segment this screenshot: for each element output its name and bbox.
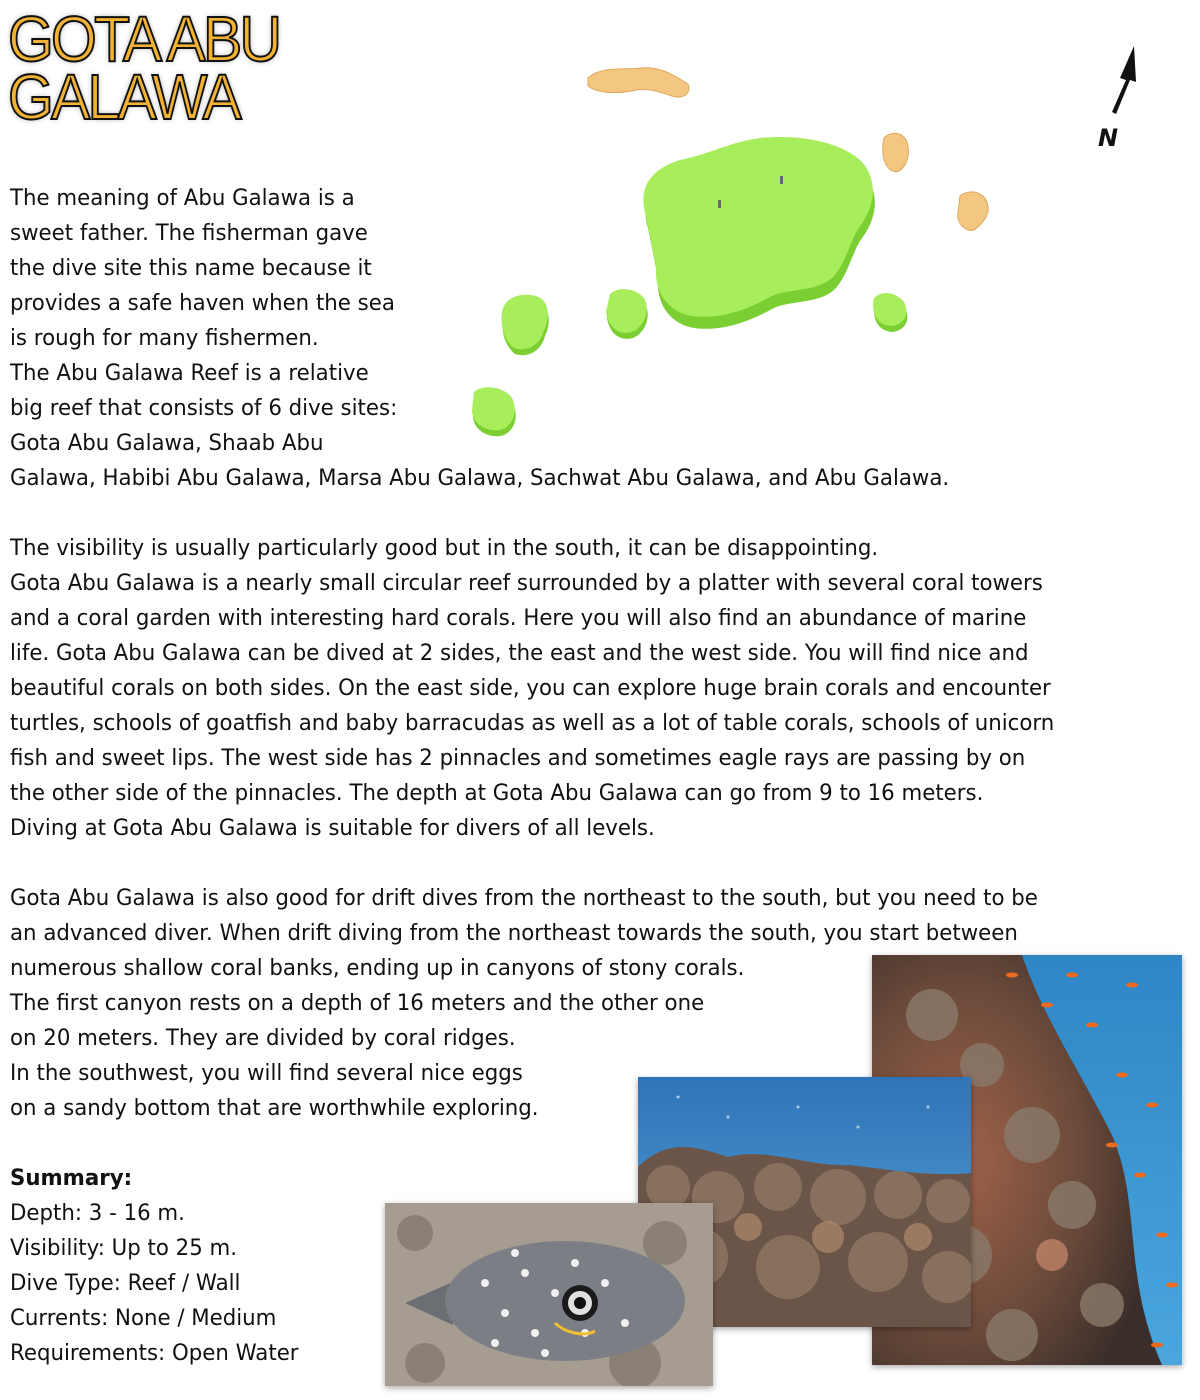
- summary-heading: Summary:: [10, 1165, 133, 1191]
- intro-line: is rough for many fishermen.: [10, 325, 319, 351]
- north-arrow-icon: [1098, 46, 1136, 152]
- visibility-paragraph: [10, 531, 1200, 846]
- paragraph-line: on a sandy bottom that are worthwhile exploring.: [10, 1095, 539, 1121]
- intro-line: Galawa, Habibi Abu Galawa, Marsa Abu Galawa, Sachwat Abu Galawa, and Abu Galawa.: [10, 465, 950, 491]
- intro-line: The meaning of Abu Galawa is a: [10, 185, 355, 211]
- title-line-2: GALAWA: [8, 61, 240, 133]
- paragraph-line: Diving at Gota Abu Galawa is suitable for divers of all levels.: [10, 815, 655, 841]
- paragraph-line: fish and sweet lips. The west side has 2 pinnacles and sometimes eagle rays are passing by on: [10, 745, 1026, 771]
- summary-currents: Currents: None / Medium: [10, 1305, 277, 1331]
- paragraph-line: Gota Abu Galawa is a nearly small circular reef surrounded by a platter with several coral towers: [10, 570, 1043, 596]
- sand-reef-east-1: [883, 133, 909, 172]
- intro-line: The Abu Galawa Reef is a relative: [10, 360, 369, 386]
- paragraph-line: The visibility is usually particularly good but in the south, it can be disappointing.: [10, 535, 879, 561]
- summary-depth: Depth: 3 - 16 m.: [10, 1200, 185, 1226]
- intro-line: Gota Abu Galawa, Shaab Abu: [10, 430, 324, 456]
- intro-line: big reef that consists of 6 dive sites:: [10, 395, 398, 421]
- sand-reef-north: [588, 68, 689, 97]
- paragraph-line: In the southwest, you will find several nice eggs: [10, 1060, 523, 1086]
- intro-line: the dive site this name because it: [10, 255, 372, 281]
- pufferfish-photo: [385, 1203, 713, 1386]
- summary-requirements: Requirements: Open Water: [10, 1340, 299, 1366]
- summary-block: [10, 1161, 411, 1371]
- paragraph-line: and a coral garden with interesting hard corals. Here you will also find an abundance of marine: [10, 605, 1027, 631]
- paragraph-line: on 20 meters. They are divided by coral ridges.: [10, 1025, 516, 1051]
- paragraph-line: an advanced diver. When drift diving from the northeast towards the south, you start between: [10, 920, 1018, 946]
- title-line-1: GOTA ABU: [8, 3, 280, 75]
- paragraph-line: Gota Abu Galawa is also good for drift dives from the northeast to the south, but you need to be: [10, 885, 1038, 911]
- intro-line: provides a safe haven when the sea: [10, 290, 395, 316]
- intro-line: sweet father. The fisherman gave: [10, 220, 368, 246]
- paragraph-line: life. Gota Abu Galawa can be dived at 2 sides, the east and the west side. You will find nice and: [10, 640, 1029, 666]
- paragraph-line: beautiful corals on both sides. On the east side, you can explore huge brain corals and encounter: [10, 675, 1051, 701]
- paragraph-line: turtles, schools of goatfish and baby barracudas as well as a lot of table corals, schools of unicorn: [10, 710, 1055, 736]
- page-title: [8, 3, 280, 133]
- north-label: N: [1098, 124, 1119, 152]
- summary-visibility: Visibility: Up to 25 m.: [10, 1235, 238, 1261]
- paragraph-line: the other side of the pinnacles. The depth at Gota Abu Galawa can go from 9 to 16 meters.: [10, 780, 984, 806]
- summary-dive-type: Dive Type: Reef / Wall: [10, 1270, 241, 1296]
- paragraph-line: The first canyon rests on a depth of 16 meters and the other one: [10, 990, 705, 1016]
- paragraph-line: numerous shallow coral banks, ending up in canyons of stony corals.: [10, 955, 745, 981]
- intro-text: [10, 181, 1118, 496]
